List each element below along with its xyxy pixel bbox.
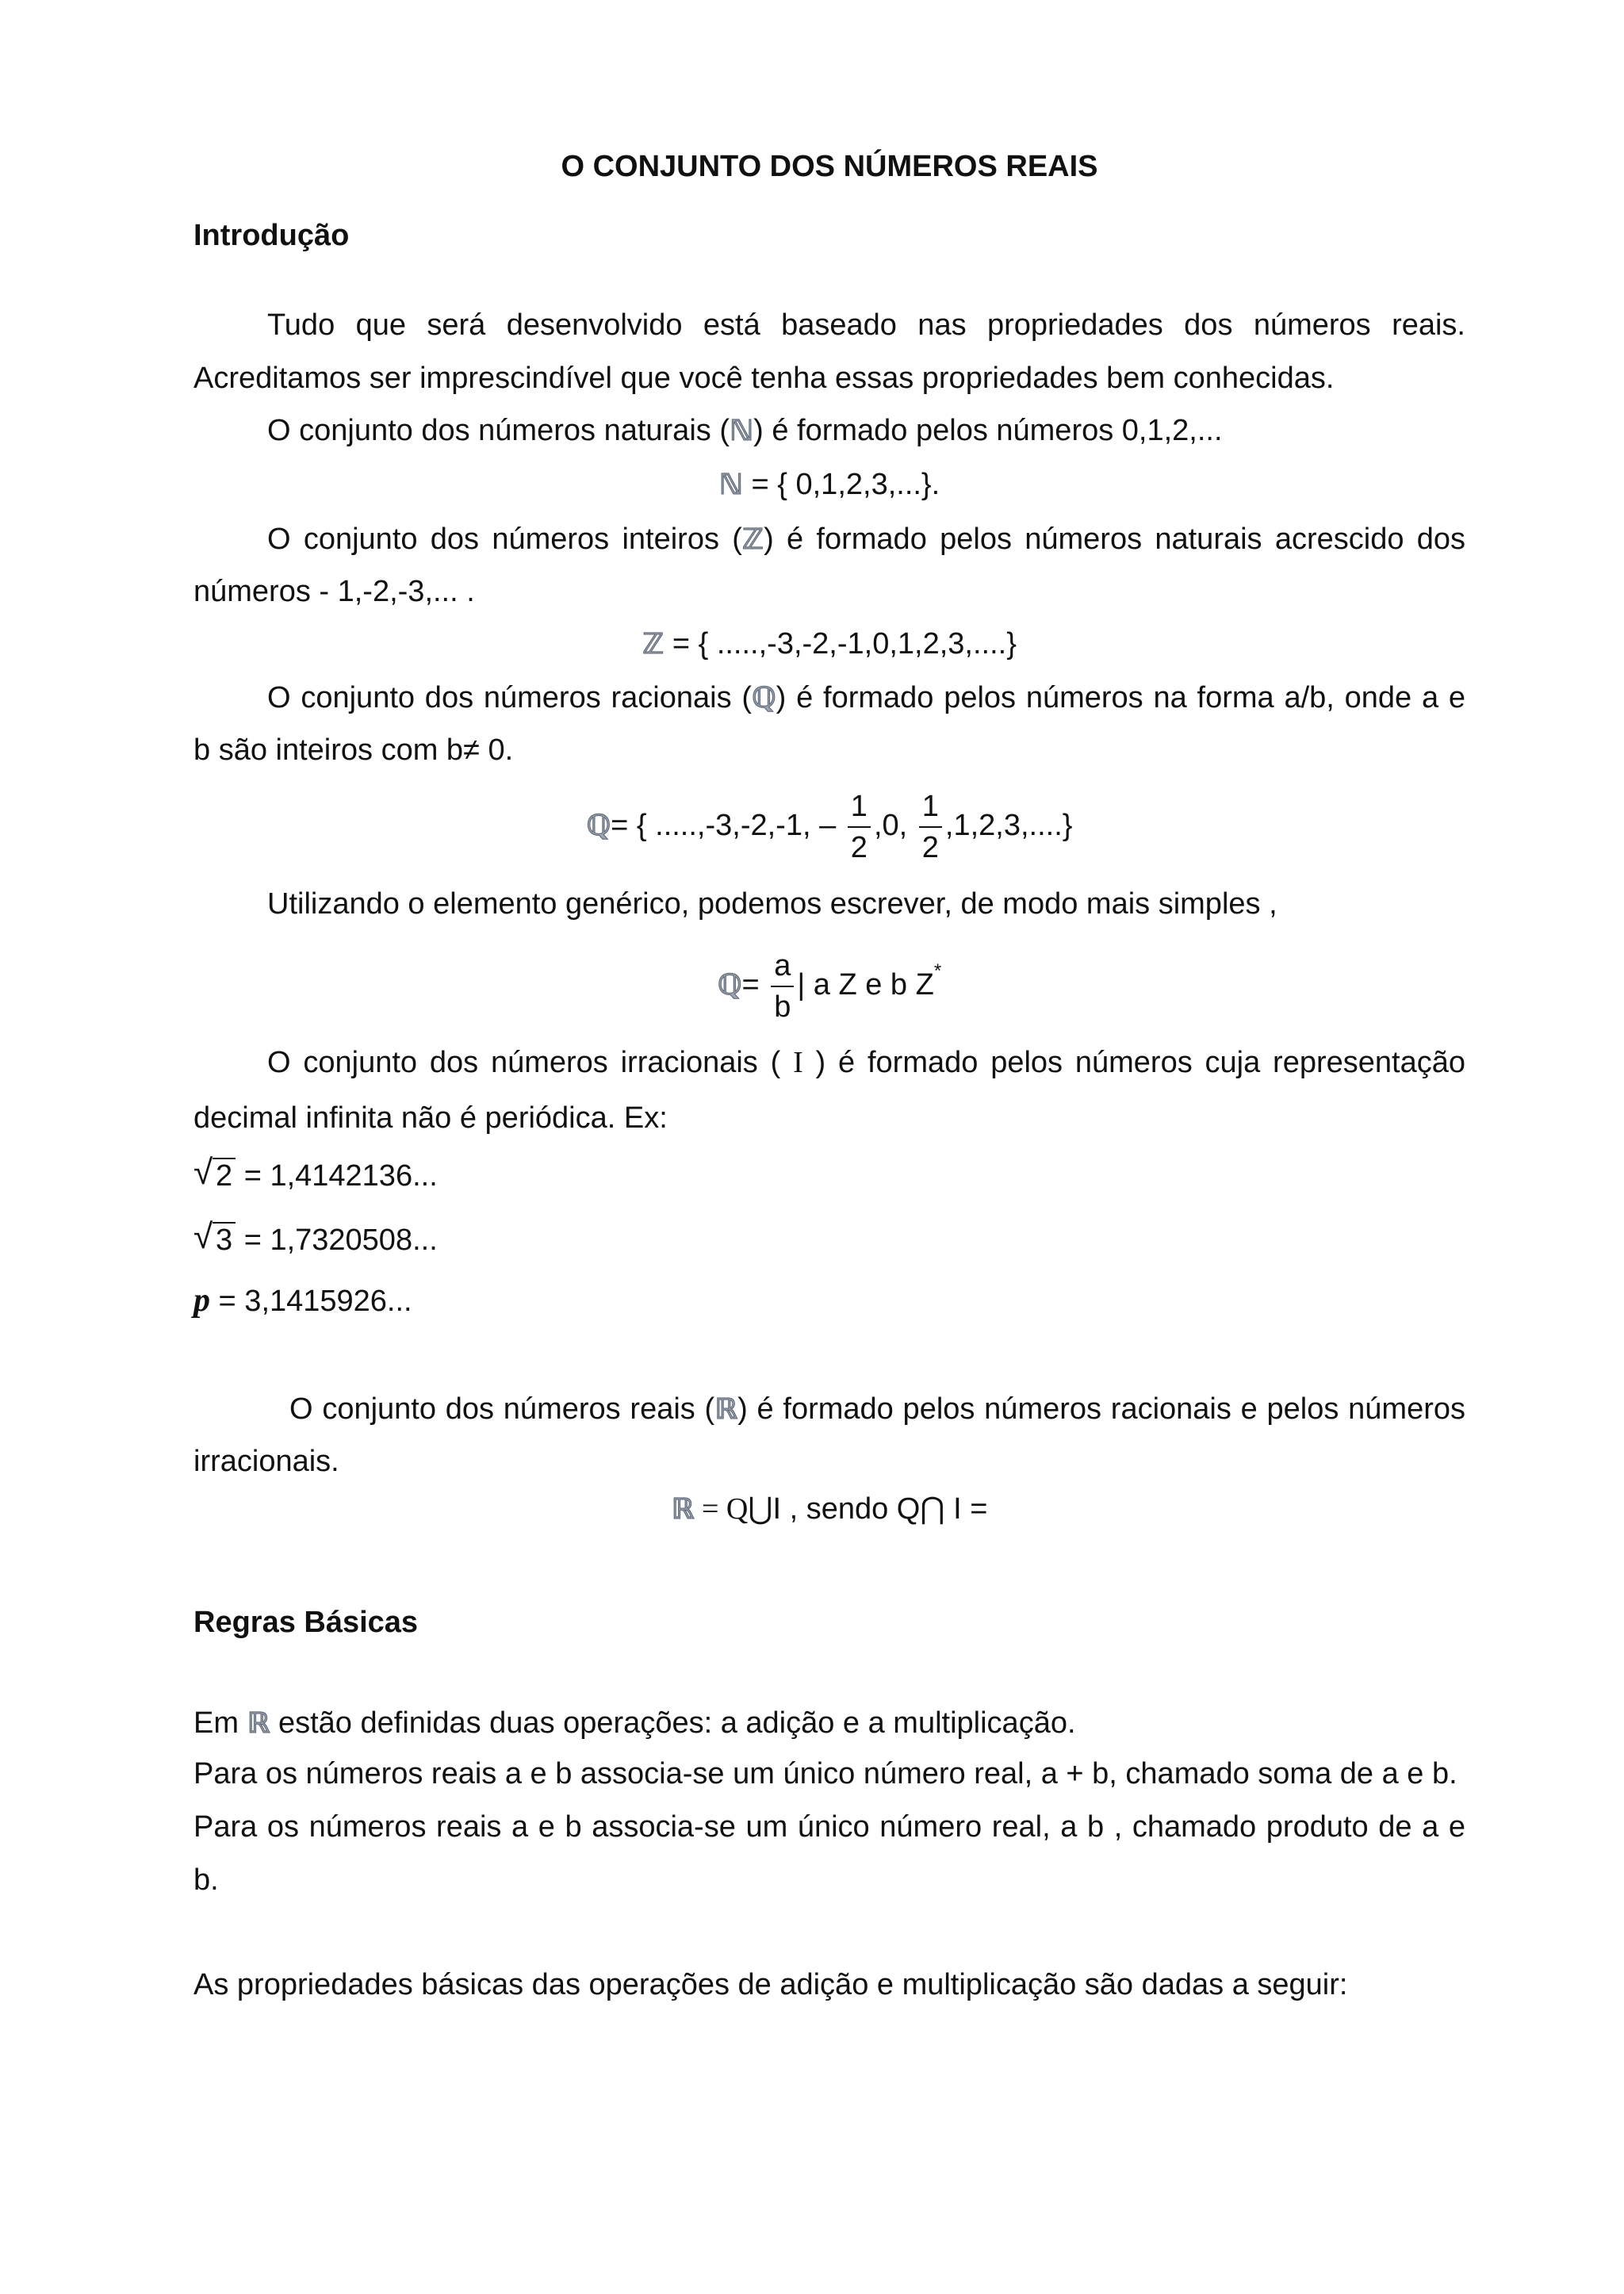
- intersection-symbol: ⋂: [920, 1492, 945, 1526]
- naturals-definition: [267, 412, 1539, 450]
- square-root-icon: √ 3: [193, 1222, 236, 1258]
- fraction-denominator: 2: [850, 831, 868, 864]
- rationals-set-pre: = { .....,-3,-2,-1,: [611, 809, 811, 843]
- pi-symbol: p: [193, 1282, 210, 1319]
- intro-paragraph-line-1: Tudo que será desenvolvido está baseado nas propriedades dos números reais.: [267, 308, 1465, 342]
- reals-symbol: ℝ: [714, 1393, 738, 1426]
- pi-example: [193, 1282, 1465, 1319]
- pi-value: = 3,1415926...: [210, 1285, 412, 1318]
- rationals-generic-definition: [193, 948, 1465, 1022]
- sqrt3-example: [193, 1217, 1465, 1258]
- irrationals-symbol: I: [793, 1046, 803, 1079]
- reals-definition-line-2: irracionais.: [193, 1445, 339, 1478]
- integers-definition-line-2: números - 1,-2,-3,... .: [193, 575, 475, 608]
- reals-text-post: ) é formado pelos números racionais e pelos números: [737, 1392, 1465, 1426]
- generic-condition: | a Z e b Z: [797, 968, 934, 1001]
- rules-reals-symbol: ℝ: [247, 1707, 270, 1740]
- reals-eq-mid: I , sendo Q: [772, 1492, 921, 1526]
- rationals-text-post: ) é formado pelos números na forma a/b, onde a e: [776, 681, 1466, 714]
- integers-symbol: ℤ: [741, 523, 764, 556]
- fraction-denominator: 2: [921, 831, 939, 864]
- reals-equation: [193, 1491, 1465, 1528]
- radicand-3: 3: [213, 1222, 236, 1257]
- integers-set: [193, 626, 1465, 663]
- naturals-text-pre: O conjunto dos números naturais (: [267, 414, 730, 447]
- minus-sign: –: [819, 809, 837, 843]
- rationals-set-symbol: ℚ: [586, 810, 611, 843]
- irrationals-text-post: ) é formado pelos números cuja representação: [802, 1046, 1465, 1079]
- sqrt2-value: = 1,4142136...: [236, 1159, 438, 1193]
- rules-line-4: b.: [193, 1863, 219, 1897]
- rationals-symbol: ℚ: [752, 682, 776, 714]
- sqrt3-value: = 1,7320508...: [236, 1224, 438, 1257]
- rationals-definition-line-2: [193, 732, 1465, 768]
- union-symbol: ⋃: [748, 1492, 773, 1526]
- intro-paragraph-line-2: Acreditamos ser imprescindível que você tenha essas propriedades bem conhecidas.: [193, 362, 1335, 395]
- rules-line-5: As propriedades básicas das operações de adição e multiplicação são dadas a seguir:: [193, 1968, 1348, 2001]
- rationals-set-mid: ,0,: [873, 809, 916, 843]
- reals-text-pre: O conjunto dos números reais (: [289, 1392, 715, 1426]
- rationals-set: [193, 791, 1465, 863]
- generic-equals: =: [741, 968, 768, 1001]
- irrationals-definition-line-1: [267, 1044, 1465, 1081]
- integers-definition-line-1: [267, 521, 1465, 558]
- rationals-set-post: ,1,2,3,....}: [944, 809, 1073, 843]
- rationals-line2-end: 0.: [479, 733, 514, 767]
- integers-set-symbol: ℤ: [642, 628, 665, 661]
- fraction-a-over-b: [771, 948, 794, 1024]
- rules-line-3: Para os números reais a e b associa-se um único número real, a b , chamado produto de a e: [193, 1810, 1465, 1844]
- naturals-set: [193, 466, 1465, 504]
- rationals-generic-symbol: ℚ: [717, 969, 742, 1001]
- page-title: O CONJUNTO DOS NÚMEROS REAIS: [561, 150, 1098, 183]
- fraction-denominator: b: [774, 990, 791, 1024]
- rationals-text-pre: O conjunto dos números racionais (: [267, 681, 753, 714]
- reals-definition-line-1: [289, 1391, 1465, 1428]
- irrationals-text-pre: O conjunto dos números irracionais (: [267, 1046, 794, 1079]
- superscript-star: *: [933, 960, 942, 982]
- integers-set-elements: = { .....,-3,-2,-1,0,1,2,3,....}: [664, 627, 1017, 661]
- naturals-set-elements: = { 0,1,2,3,...}.: [742, 468, 940, 501]
- rules-line1-post: estão definidas duas operações: a adição e a multiplicação.: [270, 1706, 1076, 1740]
- reals-eq-end: I =: [944, 1492, 988, 1526]
- fraction-one-half-negative: [848, 791, 871, 863]
- square-root-icon: √ 2: [193, 1158, 236, 1194]
- generic-element-intro: Utilizando o elemento genérico, podemos escrever, de modo mais simples ,: [267, 887, 1277, 921]
- naturals-text-post: ) é formado pelos números 0,1,2,...: [753, 414, 1223, 447]
- rules-line-1: [193, 1705, 1465, 1742]
- reals-eq-text: = Q: [694, 1492, 749, 1526]
- naturals-set-symbol: ℕ: [718, 469, 743, 501]
- irrationals-definition-line-2: decimal infinita não é periódica. Ex:: [193, 1101, 668, 1135]
- fraction-one-half: [919, 791, 942, 863]
- rationals-line2-text: b são inteiros com b: [193, 733, 464, 767]
- reals-eq-symbol: ℝ: [671, 1493, 695, 1526]
- sqrt2-example: [193, 1153, 1465, 1194]
- rationals-definition-line-1: [267, 680, 1465, 717]
- intro-heading: Introdução: [193, 219, 350, 252]
- integers-text-post: ) é formado pelos números naturais acrescido dos: [764, 523, 1466, 556]
- radicand-2: 2: [213, 1158, 236, 1193]
- integers-text-pre: O conjunto dos números inteiros (: [267, 523, 742, 556]
- fraction-numerator: a: [771, 951, 794, 987]
- fraction-numerator: 1: [919, 791, 942, 828]
- fraction-numerator: 1: [848, 791, 871, 828]
- naturals-symbol: ℕ: [729, 415, 754, 447]
- not-equal-sign: ≠: [463, 733, 480, 767]
- rules-line-2: Para os números reais a e b associa-se um único número real, a + b, chamado soma de a e b.: [193, 1757, 1457, 1790]
- rules-heading: Regras Básicas: [193, 1606, 419, 1639]
- rules-line1-pre: Em: [193, 1706, 247, 1740]
